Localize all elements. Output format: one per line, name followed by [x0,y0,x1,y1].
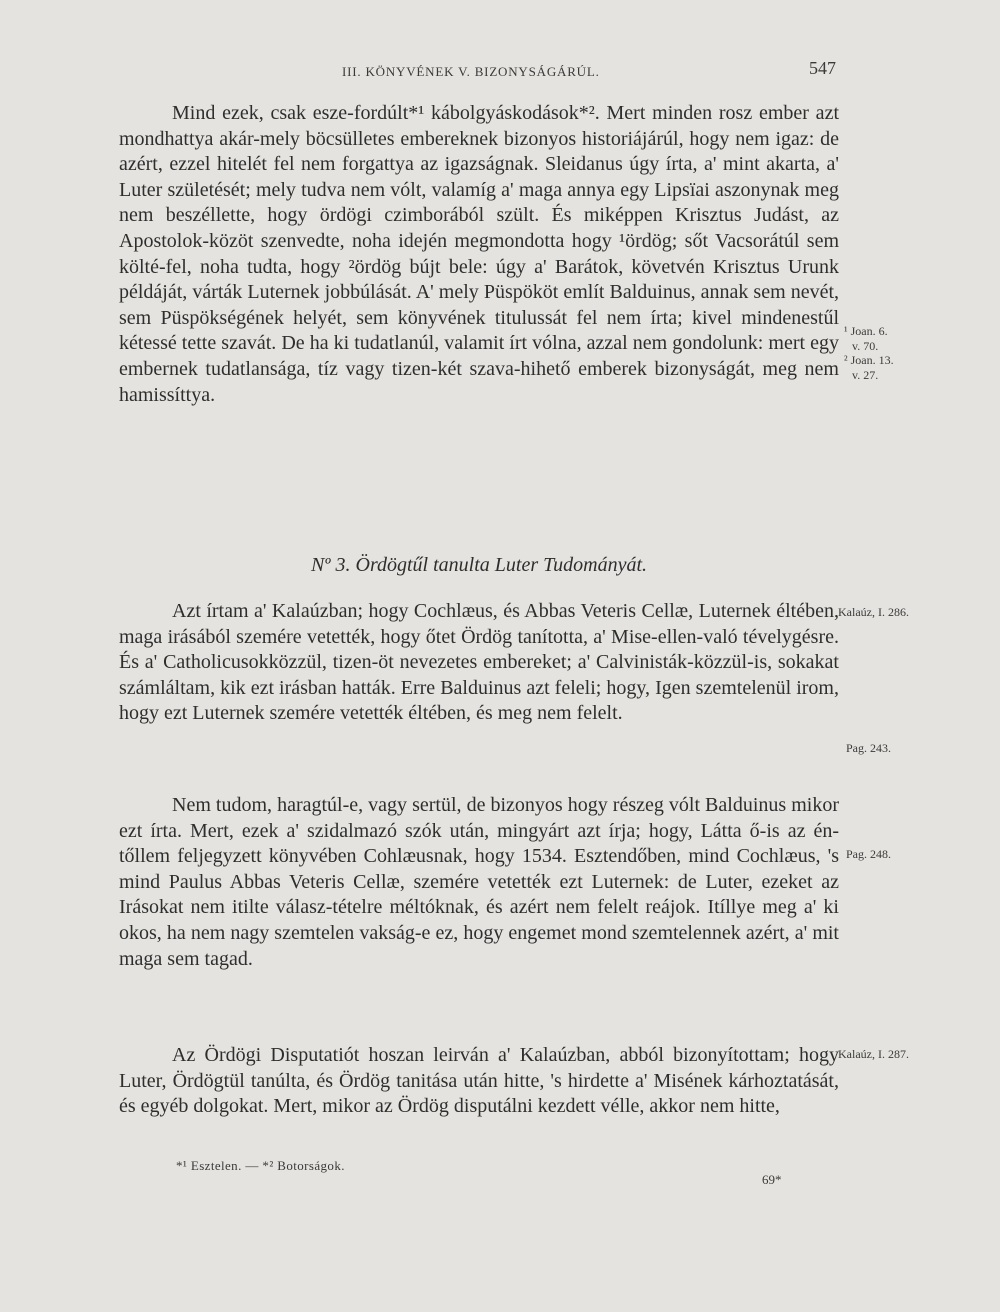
margin-note-pag-243: Pag. 243. [846,741,891,755]
paragraph-4-block [119,1043,839,1120]
paragraph-2-block [119,599,839,727]
margin-note-joan-13: ² Joan. 13. [844,353,894,367]
page-header [120,58,836,88]
paragraph-3: Nem tudom, haragtúl-e, vagy sertül, de bizonyos hogy részeg vólt Balduinus mikor ezt írta. Mert, ezek a' szidalmazó szók után, mingyárt azt írja; hogy, Látta ő-is az én-tőllem feljegyzett könyvében Cohlæusnak, hogy 1534. Esztendőben, mind Cochlæus, 's mind Paulus Abbas Veteris Cellæ, szemére vetették ezt Luternek: de Luter, ezeket az Irásokat nem itilte válasz-tételre méltóknak, és azért nem felelt reájok. Itíllye meg a' ki okos, ha nem nagy szemtelen vakság-e ez, hogy engemet mond szemtelennek azért, a' mit maga sem tagad. [119,794,839,970]
margin-note-v-70: v. 70. [852,339,879,353]
signature-mark: 69* [762,1172,782,1187]
paragraph-1: Mind ezek, csak esze-fordúlt*¹ kábolgyáskodások*². Mert minden rosz ember azt mondhattya akár-mely böcsülletes embereknek bizonyos historiájárúl, hogy nem igaz: de azért, ezzel hitelét fel nem forgattya az igazságnak. Sleidanus úgy írta, a' mint akarta, a' Luter születését; mely tudva nem vólt, valamíg a' maga annya egy Lipsïai aszonynak meg nem beszéllette, hogy ördögi czimborából szült. És miképpen Krisztus Judást, az Apostolok-közöt szenvedte, noha idején megmondotta hogy ¹ördög; sőt Vacsorátúl sem költé-fel, noha tudta, hogy ²ördög bújt bele: úgy a' Barátok, követvén Krisztus Urunk példáját, várták Luternek jobbúlását. A' mely Püspököt említ Balduinus, annak sem nevét, sem Püspökségének helyét, sem könyvének titulussát fel nem írta; kivel mindenestűl kétessé tette szavát. De ha ki tudatlanúl, valamit írt vólna, azzal nem gondolunk: mert egy embernek tudatlansága, tíz vagy tizen-két szava-hihető emberek bizonyságát, meg nem hamissíttya. [119,102,839,406]
margin-note-kalauz-286: Kalaúz, I. 286. [838,605,909,619]
paragraph-2: Azt írtam a' Kalaúzban; hogy Cochlæus, és Abbas Veteris Cellæ, Luternek éltében, maga irásából szemére vetették, hogy őtet Ördög tanította, a' Mise-ellen-való tévelygésre. És a' Catholicusokközzül, tizen-öt nevezetes embereket; a' Calvinisták-közzül-is, sokakat számláltam, kik ezt irásban hatták. Erre Balduinus azt feleli; hogy, Igen szemtelenül irom, hogy ezt Luternek szemére vetették éltében, és meg nem felelt. [119,600,839,725]
page-number: 547 [809,58,836,78]
running-head: III. KÖNYVÉNEK V. BIZONYSÁGÁRÚL. [342,64,600,79]
margin-note-joan-6: ¹ Joan. 6. [844,324,888,338]
footnotes: *¹ Esztelen. — *² Botorságok. [176,1158,345,1173]
paragraph-4: Az Ördögi Disputatiót hoszan leirván a' Kalaúzban, abból bizonyítottam; hogy Luter, Ördögtül tanúlta, és Ördög tanitása után hitte, 's hirdette a' Misének kárhoztatását, és egyéb dolgokat. Mert, mikor az Ördög disputálni kezdett vélle, akkor nem hitte, [119,1044,839,1118]
paragraph-3-block [119,793,839,972]
margin-note-v-27: v. 27. [852,368,879,382]
margin-note-kalauz-287: Kalaúz, I. 287. [838,1047,909,1061]
paragraph-1-block [119,101,839,408]
margin-note-pag-248: Pag. 248. [846,847,891,861]
section-heading: Nº 3. Ördögtűl tanulta Luter Tudományát. [310,554,648,576]
